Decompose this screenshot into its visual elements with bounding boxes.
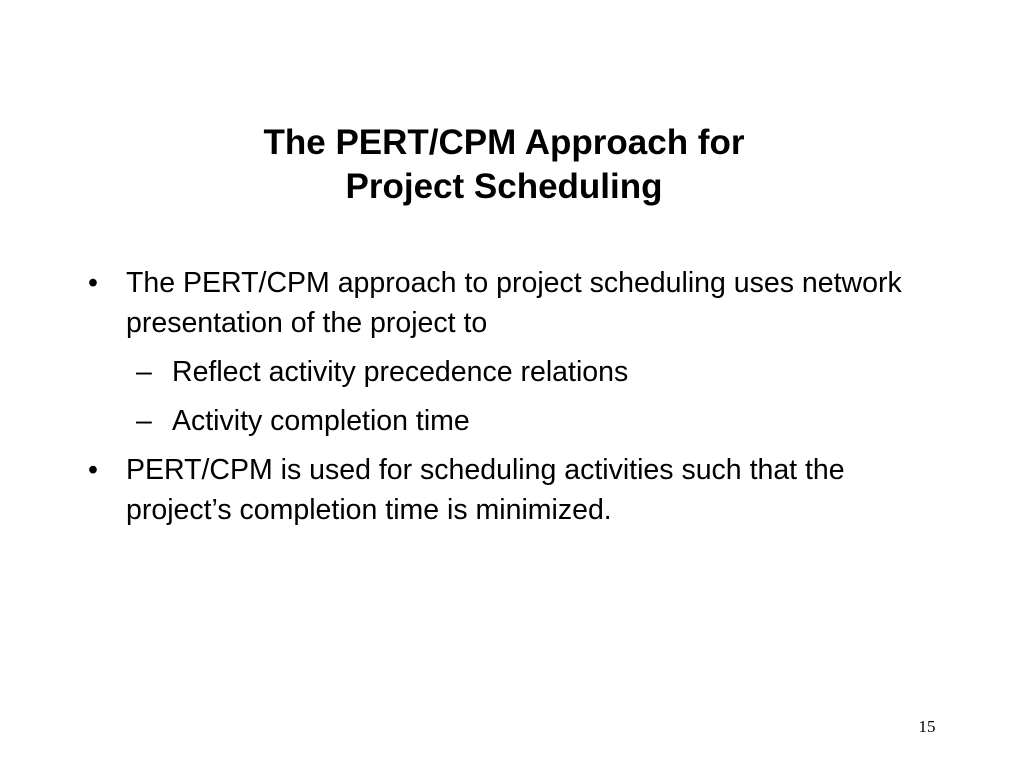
bullet-item xyxy=(88,263,958,441)
bullet-item xyxy=(88,450,958,530)
sub-bullet-item xyxy=(126,401,958,441)
slide-title xyxy=(0,121,1008,209)
bullet-text: PERT/CPM is used for scheduling activities such that the project’s completion time is minimized. xyxy=(126,454,845,526)
slide-title-line-2: Project Scheduling xyxy=(345,167,663,206)
sub-bullet-item xyxy=(126,352,958,392)
bullet-list xyxy=(88,263,958,530)
page-number: 15 xyxy=(918,717,936,736)
sub-bullet-list xyxy=(126,352,958,441)
bullet-text: The PERT/CPM approach to project scheduling uses network presentation of the project to xyxy=(126,267,902,339)
bullet-icon: • xyxy=(88,267,98,299)
dash-icon: – xyxy=(136,356,152,388)
sub-bullet-text: Activity completion time xyxy=(172,405,470,437)
sub-bullet-text: Reflect activity precedence relations xyxy=(172,356,629,388)
bullet-icon: • xyxy=(88,454,98,486)
dash-icon: – xyxy=(136,405,152,437)
slide-title-line-1: The PERT/CPM Approach for xyxy=(263,123,745,162)
